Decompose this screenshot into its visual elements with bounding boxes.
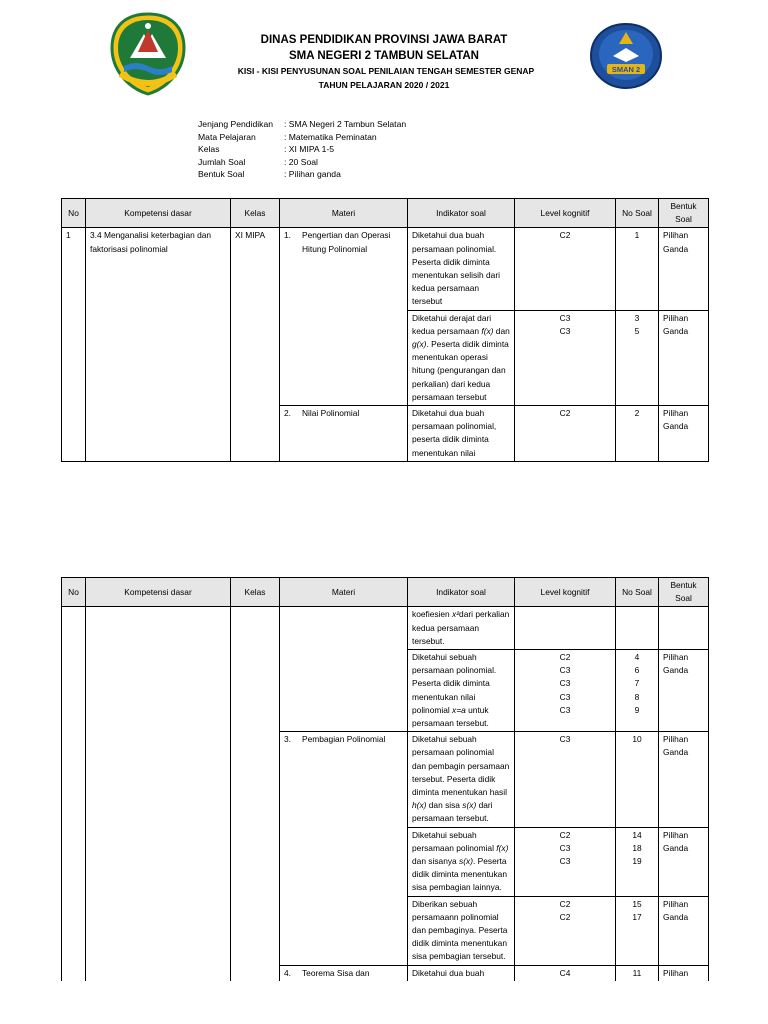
- col-header-kd: Kompetensi dasar: [86, 578, 231, 607]
- table-row: [62, 228, 709, 310]
- header-school: SMA NEGERI 2 TAMBUN SELATAN: [289, 50, 479, 62]
- col-header-materi: Materi: [280, 578, 408, 607]
- cell-kelas: XI MIPA: [231, 228, 280, 461]
- cell-bentuk: Pilihan Ganda: [659, 228, 709, 310]
- col-header-indikator: Indikator soal: [408, 578, 515, 607]
- cell-materi: 1. Pengertian dan Operasi Hitung Polinomial: [280, 228, 408, 406]
- cell-nosoal: 1: [616, 228, 659, 310]
- cell-indikator: Diketahui dua buah persamaan polinomial. Peserta didik diminta menentukan selisih dari kedua persamaan tersebut: [408, 228, 515, 310]
- cell-indikator: Diketahui dua buah: [408, 965, 515, 981]
- col-header-no: No: [62, 578, 86, 607]
- cell-level: C2 C3 C3: [515, 827, 616, 896]
- cell-nosoal: 2: [616, 406, 659, 462]
- cell-bentuk: Pilihan: [659, 965, 709, 981]
- identity-row: Bentuk Soal : Pilihan ganda: [198, 169, 341, 179]
- cell-kompetensi: [86, 607, 231, 981]
- header-document-title: KISI - KISI PENYUSUNAN SOAL PENILAIAN TENGAH SEMESTER GENAP: [237, 66, 535, 76]
- cell-no: 1: [62, 228, 86, 461]
- cell-bentuk: Pilihan Ganda: [659, 310, 709, 405]
- col-header-level: Level kognitif: [515, 578, 616, 607]
- cell-level: C2 C3 C3 C3 C3: [515, 650, 616, 732]
- col-header-level: Level kognitif: [515, 199, 616, 228]
- cell-indikator: Diketahui derajat dari kedua persamaan f(x) dan g(x). Peserta didik diminta menentukan operasi hitung (pengurangan dan perkalian) dari kedua persamaan tersebut: [408, 310, 515, 405]
- kisi-table-page-1: [61, 198, 709, 462]
- identity-block: [198, 118, 406, 181]
- cell-nosoal: 15 17: [616, 896, 659, 965]
- cell-nosoal: 3 5: [616, 310, 659, 405]
- col-header-nosoal: No Soal: [616, 578, 659, 607]
- col-header-materi: Materi: [280, 199, 408, 228]
- table-header-row: [62, 199, 709, 228]
- table-row: [62, 607, 709, 650]
- cell-level: C2: [515, 228, 616, 310]
- cell-nosoal: 11: [616, 965, 659, 981]
- cell-nosoal: 4 6 7 8 9: [616, 650, 659, 732]
- cell-bentuk: Pilihan Ganda: [659, 406, 709, 462]
- col-header-bentuk: Bentuk Soal: [659, 199, 709, 228]
- col-header-kelas: Kelas: [231, 199, 280, 228]
- cell-nosoal: 10: [616, 732, 659, 827]
- identity-row: Kelas : XI MIPA 1-5: [198, 144, 334, 154]
- col-header-no: No: [62, 199, 86, 228]
- cell-nosoal: 14 18 19: [616, 827, 659, 896]
- col-header-kd: Kompetensi dasar: [86, 199, 231, 228]
- cell-nosoal: [616, 607, 659, 650]
- identity-row: Mata Pelajaran : Matematika Peminatan: [198, 131, 377, 142]
- cell-indikator: koefiesien x²dari perkalian kedua persamaan tersebut.: [408, 607, 515, 650]
- identity-row: Jumlah Soal : 20 Soal: [198, 156, 318, 167]
- cell-bentuk: Pilihan Ganda: [659, 650, 709, 732]
- cell-level: C2 C2: [515, 896, 616, 965]
- cell-level: C3: [515, 732, 616, 827]
- kisi-table-page-2: [61, 577, 709, 981]
- cell-indikator: Diketahui sebuah persamaan polinomial f(x) dan sisanya s(x). Peserta didik diminta menentukan sisa pembagian lainnya.: [408, 827, 515, 896]
- identity-row: Jenjang Pendidikan : SMA Negeri 2 Tambun Selatan: [198, 119, 407, 129]
- cell-materi: 2. Nilai Polinomial: [280, 406, 408, 462]
- cell-no: [62, 607, 86, 981]
- cell-level: C2: [515, 406, 616, 462]
- cell-bentuk: [659, 607, 709, 650]
- cell-indikator: Diketahui sebuah persamaan polinomial. Peserta didik diminta menentukan nilai polinomial x=a untuk persamaan tersebut.: [408, 650, 515, 732]
- cell-materi: 3. Pembagian Polinomial: [280, 732, 408, 965]
- col-header-indikator: Indikator soal: [408, 199, 515, 228]
- header-agency: DINAS PENDIDIKAN PROVINSI JAWA BARAT: [260, 34, 508, 46]
- cell-bentuk: Pilihan Ganda: [659, 827, 709, 896]
- cell-kelas: [231, 607, 280, 981]
- cell-materi: [280, 607, 408, 732]
- col-header-bentuk: Bentuk Soal: [659, 578, 709, 607]
- cell-level: [515, 607, 616, 650]
- cell-indikator: Diketahui dua buah persamaan polinomial, peserta didik diminta menentukan nilai: [408, 406, 515, 462]
- cell-level: C4: [515, 965, 616, 981]
- col-header-kelas: Kelas: [231, 578, 280, 607]
- cell-indikator: Diberikan sebuah persamaann polinomial dan pembaginya. Peserta didik diminta menentukan sisa pembagian tersebut.: [408, 896, 515, 965]
- table-header-row: [62, 578, 709, 607]
- cell-kompetensi: 3.4 Menganalisi keterbagian dan faktorisasi polinomial: [86, 228, 231, 461]
- cell-level: C3 C3: [515, 310, 616, 405]
- cell-indikator: Diketahui sebuah persamaan polinomial dan pembagin persamaan tersebut. Peserta didik diminta menentukan hasil h(x) dan sisa s(x) dari persamaan tersebut.: [408, 732, 515, 827]
- col-header-nosoal: No Soal: [616, 199, 659, 228]
- logo-right-text: SMAN 2: [611, 65, 641, 74]
- cell-bentuk: Pilihan Ganda: [659, 896, 709, 965]
- cell-bentuk: Pilihan Ganda: [659, 732, 709, 827]
- cell-materi: 4. Teorema Sisa dan: [280, 965, 408, 981]
- header-school-year: TAHUN PELAJARAN 2020 / 2021: [318, 80, 450, 90]
